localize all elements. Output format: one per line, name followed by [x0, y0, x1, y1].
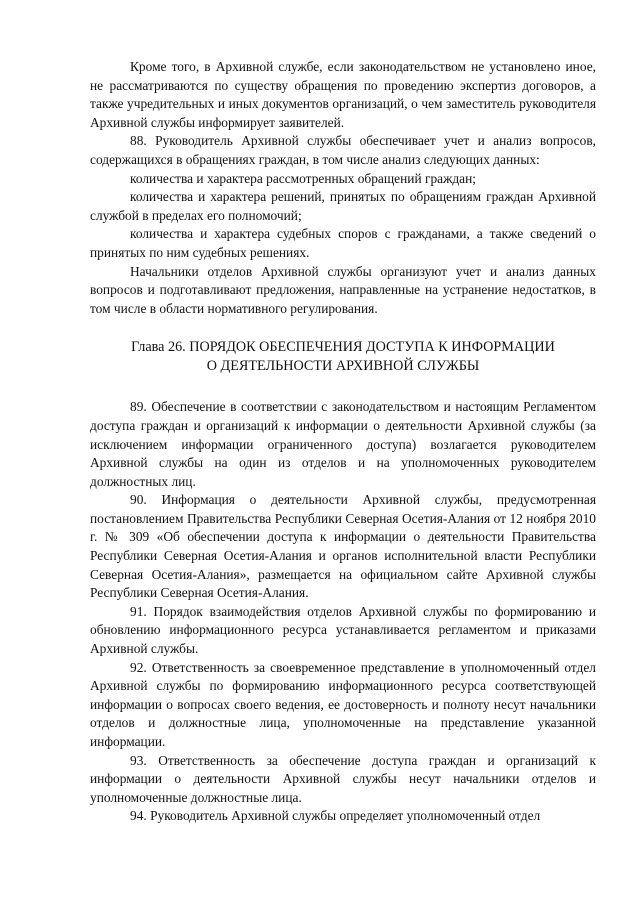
paragraph-89: 89. Обеспечение в соответствии с законодательством и настоящим Регламентом доступа граждан и организаций к информации о деятельности Архивной службы (за исключением информации ограниченного доступа) возлагается руководителем Архивной службы на один из отделов и на уполномоченных руководителем должностных лиц.: [90, 399, 596, 489]
paragraph-90: 90. Информация о деятельности Архивной службы, предусмотренная постановлением Правительства Республики Северная Осетия-Алания от 12 ноября 2010 г. № 309 «Об обеспечении доступа к информации о деятельности Правительства Республики Северная Осетия-Алания и органов исполнительной власти Республики Северная Осетия-Алания», размещается на официальном сайте Архивной службы Республики Северная Осетия-Алания.: [90, 492, 596, 601]
paragraph-88-item-1: количества и характера рассмотренных обращений граждан;: [130, 170, 476, 186]
paragraph-88-item-3: количества и характера судебных споров с гражданами, а также сведений о принятых по ним судебных решениях.: [90, 226, 596, 260]
paragraph-archive-expertise: Кроме того, в Архивной службе, если законодательством не установлено иное, не рассматриваются по существу обращения по проведению экспертиз договоров, а также учредительных и иных документов организаций, о чем заместитель руководителя Архивной службы информирует заявителей.: [90, 59, 596, 130]
paragraph-92: 92. Ответственность за своевременное представление в уполномоченный отдел Архивной службы по формированию информационного ресурса соответствующей информации о вопросах своего ведения, ее достоверность и полноту несут начальники отделов и должностные лица, уполномоченные на представление указанной информации.: [90, 659, 596, 749]
paragraph-94: 94. Руководитель Архивной службы определяет уполномоченный отдел: [130, 808, 541, 824]
paragraph-department-heads: Начальники отделов Архивной службы организуют учет и анализ данных вопросов и подготавливают предложения, направленные на устранение недостатков, в том числе в области нормативного регулирования.: [90, 263, 596, 316]
paragraph-88-item-2: количества и характера решений, принятых по обращениям граждан Архивной службой в пределах его полномочий;: [90, 189, 596, 223]
document-page: [90, 58, 596, 826]
paragraph-91: 91. Порядок взаимодействия отделов Архивной службы по формированию и обновлению информационного ресурса устанавливается регламентом и приказами Архивной службы.: [90, 603, 596, 657]
chapter-heading-line-2: О ДЕЯТЕЛЬНОСТИ АРХИВНОЙ СЛУЖБЫ: [206, 358, 480, 375]
chapter-heading: [90, 338, 596, 376]
paragraph-93: 93. Ответственность за обеспечение доступа граждан и организаций к информации о деятельности Архивной службы несут начальники отделов и уполномоченные должностные лица.: [90, 752, 596, 805]
chapter-heading-line-1: Глава 26. ПОРЯДОК ОБЕСПЕЧЕНИЯ ДОСТУПА К ИНФОРМАЦИИ: [131, 339, 555, 356]
paragraph-88: 88. Руководитель Архивной службы обеспечивает учет и анализ вопросов, содержащихся в обращениях граждан, в том числе анализ следующих данных:: [90, 133, 596, 167]
